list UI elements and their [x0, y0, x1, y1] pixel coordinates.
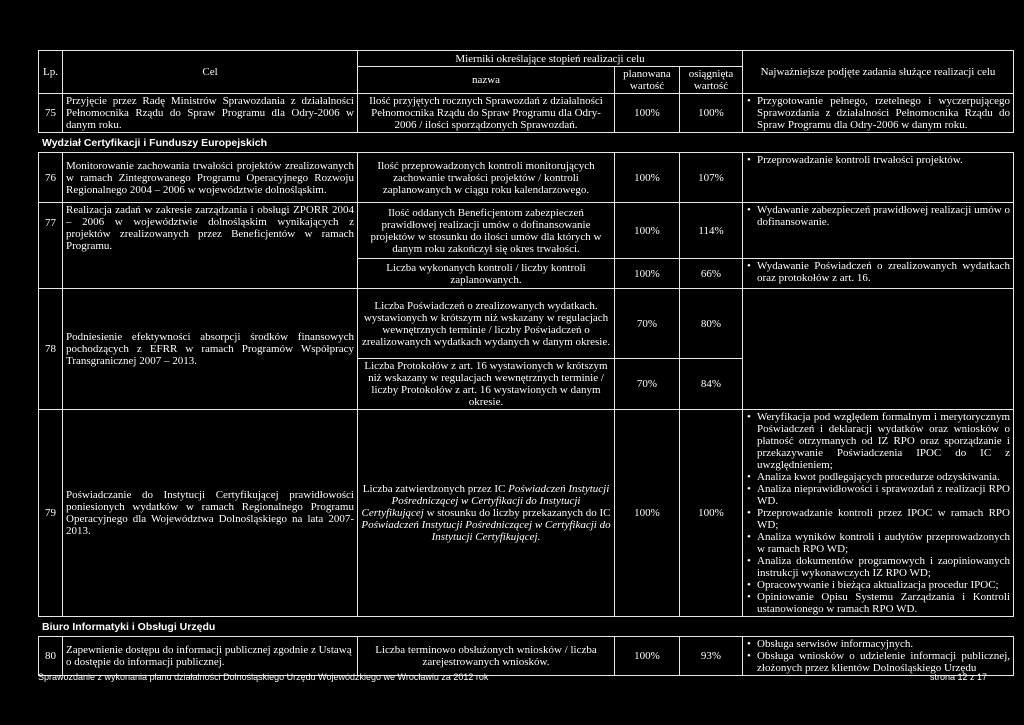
row-cel: Monitorowanie zachowania trwałości projektów zrealizowanych w ramach Zintegrowanego Programu Operacyjnego Rozwoju Regionalnego 2004 – 2006 w województwie dolnośląskim. [63, 153, 358, 203]
row-cel: Przyjęcie przez Radę Ministrów Sprawozdania z działalności Pełnomocnika Rządu do Spraw Programu dla Odry-2006 w danym roku. [63, 94, 358, 133]
row-miernik-nazwa: Ilość przeprowadzonych kontroli monitorujących zachowanie trwałości projektów / kontroli zaplanowanych w ciągu roku kalendarzowego. [358, 153, 615, 203]
task-item: • Wydawanie Poświadczeń o zrealizowanych wydatkach oraz protokołów z art. 16. [757, 260, 1010, 284]
table-row [39, 289, 1014, 359]
row-lp: 77 [39, 203, 63, 289]
header-planowana: planowana wartość [615, 67, 680, 94]
row-miernik-nazwa [358, 410, 615, 617]
table-row [39, 94, 1014, 133]
task-item: • Opracowywanie i bieżąca aktualizacja procedur IPOC; [757, 579, 1010, 591]
task-item: • Analiza wyników kontroli i audytów przeprowadzonych w ramach RPO WD; [757, 531, 1010, 555]
task-item: • Obsługa serwisów informacyjnych. [757, 638, 1010, 650]
task-item: • Analiza nieprawidłowości i sprawozdań z realizacji RPO WD. [757, 483, 1010, 507]
row-cel: Poświadczanie do Instytucji Certyfikującej prawidłowości poniesionych wydatków w ramach Regionalnego Programu Operacyjnego dla Województwa Dolnośląskiego na lata 2007-2013. [63, 410, 358, 617]
row-miernik-nazwa: Liczba Protokołów z art. 16 wystawionych w krótszym niż wskazany w regulacjach wewnętrznych terminie / liczby Protokołów z art. 16 wystawionych w danym okresie. [358, 359, 615, 410]
row-cel: Zapewnienie dostępu do informacji publicznej zgodnie z Ustawą o dostępie do informacji publicznej. [63, 637, 358, 676]
nazwa-part: Liczba zatwierdzonych przez IC [362, 483, 509, 495]
row-zadania-empty [743, 289, 1014, 410]
task-item: • Przeprowadzanie kontroli trwałości projektów. [757, 154, 1010, 166]
nazwa-part-italic: Poświadczeń Instytucji Pośredniczącej w Certyfikacji do Instytucji Certyfikującej [361, 483, 610, 519]
row-osiagnieta: 100% [680, 94, 743, 133]
row-osiagnieta: 80% [680, 289, 743, 359]
task-item: • Weryfikacja pod względem formalnym i merytorycznym Poświadczeń i deklaracji wydatków oraz wniosków o płatność otrzymanych od IZ RPO oraz sporządzanie i przekazywanie Poświadczenia IPOC do IC z uwzględnieniem; [757, 411, 1010, 471]
section-row [39, 617, 1014, 637]
row-miernik-nazwa: Ilość oddanych Beneficjentom zabezpieczeń prawidłowej realizacji umów o dofinansowanie projektów w stosunku do ilości umów dla których w danym roku zakończył się okres trwałości. [358, 203, 615, 259]
row-miernik-nazwa: Ilość przyjętych rocznych Sprawozdań z działalności Pełnomocnika Rządu do Spraw Programu dla Odry-2006 / ilości sporządzonych Sprawozdań. [358, 94, 615, 133]
row-zadania [743, 410, 1014, 617]
row-cel: Podniesienie efektywności absorpcji środków finansowych pochodzących z EFRR w ramach Programów Współpracy Transgranicznej 2007 – 2013. [63, 289, 358, 410]
table-row [39, 153, 1014, 203]
task-item: • Obsługa wniosków o udzielenie informacji publicznej, złożonych przez klientów Dolnośląskiego Urzędu [757, 650, 1010, 674]
task-item: • Analiza kwot podlegających procedurze odzyskiwania. [757, 471, 1010, 483]
row-miernik-nazwa: Liczba terminowo obsłużonych wniosków / liczba zarejestrowanych wniosków. [358, 637, 615, 676]
row-osiagnieta: 84% [680, 359, 743, 410]
row-zadania [743, 203, 1014, 259]
row-lp: 76 [39, 153, 63, 203]
row-planowana: 100% [615, 203, 680, 259]
row-cel: Realizacja zadań w zakresie zarządzania i obsługi ZPORR 2004 – 2006 w województwie dolnośląskim wynikających z projektów zrealizowanych przez Beneficjentów w ramach Programu. [63, 203, 358, 289]
table-row [39, 203, 1014, 259]
report-table [38, 50, 1014, 676]
footer-title: Sprawozdanie z wykonania planu działalności Dolnośląskiego Urzędu Wojewódzkiego we Wrocławiu za 2012 rok [38, 672, 489, 682]
row-zadania [743, 153, 1014, 203]
row-miernik-nazwa: Liczba wykonanych kontroli / liczby kontroli zaplanowanych. [358, 259, 615, 289]
task-item: • Przygotowanie pełnego, rzetelnego i wyczerpującego Sprawozdania z działalności Pełnomocnika Rządu do Spraw Programu dla Odry-2006 w danym roku. [757, 95, 1010, 131]
row-planowana: 100% [615, 637, 680, 676]
section-row [39, 133, 1014, 153]
row-planowana: 100% [615, 153, 680, 203]
section-title: Biuro Informatyki i Obsługi Urzędu [39, 617, 1014, 637]
row-zadania [743, 259, 1014, 289]
row-planowana: 70% [615, 359, 680, 410]
row-osiagnieta: 100% [680, 410, 743, 617]
row-miernik-nazwa: Liczba Poświadczeń o zrealizowanych wydatkach. wystawionych w krótszym niż wskazany w regulacjach wewnętrznych terminie / liczby Poświadczeń o zrealizowanych wydatkach wydanych w danym okresie. [358, 289, 615, 359]
task-item: • Opiniowanie Opisu Systemu Zarządzania i Kontroli ustanowionego w ramach RPO WD. [757, 591, 1010, 615]
section-title: Wydział Certyfikacji i Funduszy Europejskich [39, 133, 1014, 153]
row-planowana: 100% [615, 94, 680, 133]
row-planowana: 70% [615, 289, 680, 359]
row-planowana: 100% [615, 259, 680, 289]
row-lp: 80 [39, 637, 63, 676]
row-planowana: 100% [615, 410, 680, 617]
task-item: • Analiza dokumentów programowych i zaopiniowanych instrukcji wykonawczych IZ RPO WD; [757, 555, 1010, 579]
table-row [39, 410, 1014, 617]
row-lp: 79 [39, 410, 63, 617]
row-osiagnieta: 107% [680, 153, 743, 203]
nazwa-part-italic: Poświadczeń Instytucji Pośredniczącej w Certyfikacji do Instytucji Certyfikującej. [361, 519, 611, 543]
header-cel: Cel [63, 51, 358, 94]
header-osiagnieta: osiągnięta wartość [680, 67, 743, 94]
row-zadania [743, 94, 1014, 133]
row-osiagnieta: 93% [680, 637, 743, 676]
page-number: strona 12 z 17 [930, 672, 988, 682]
header-zadania: Najważniejsze podjęte zadania służące realizacji celu [743, 51, 1014, 94]
header-mierniki: Mierniki określające stopień realizacji celu [358, 51, 743, 67]
header-nazwa: nazwa [358, 67, 615, 94]
row-osiagnieta: 66% [680, 259, 743, 289]
table-row [39, 637, 1014, 676]
row-zadania [743, 637, 1014, 676]
row-lp: 78 [39, 289, 63, 410]
header-lp: Lp. [39, 51, 63, 94]
task-item: • Przeprowadzanie kontroli przez IPOC w ramach RPO WD; [757, 507, 1010, 531]
row-osiagnieta: 114% [680, 203, 743, 259]
nazwa-part: w stosunku do liczby przekazanych do IC [423, 507, 611, 519]
task-item: • Wydawanie zabezpieczeń prawidłowej realizacji umów o dofinansowanie. [757, 204, 1010, 228]
row-lp: 75 [39, 94, 63, 133]
